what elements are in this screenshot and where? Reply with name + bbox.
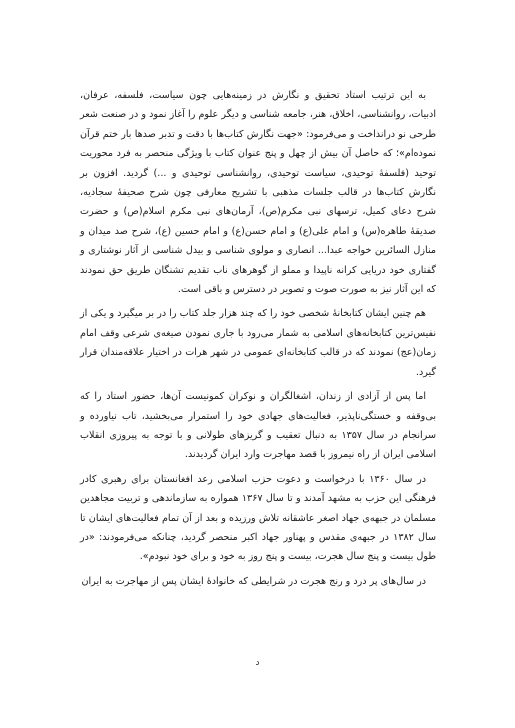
paragraph-3: اما پس از آزادی از زندان، اشغالگران و نوکران کمونیست آن‌ها، حضور استاد را که بی‌وقفه و خستگی‌ناپذیر، فعالیت‌های جهادی خود را استمرار می‌بخشید، تاب نیاورده و سرانجام در سال ۱۳۵۷ به دنبال تعقیب و گریزهای طولانی و با توجه به پیروزی انقلاب اسلامی ایران از راه نیمروز با قصد مهاجرت وارد ایران گردیدند. bbox=[80, 391, 436, 461]
paragraph-2: هم چنین ایشان کتابخانهٔ شخصی خود را که چند هزار جلد کتاب را در بر میگیرد و یکی از نفیس‌ترین کتابخانه‌های اسلامی به شمار می‌رود با جاری نمودن صیغه‌ی شرعی وقف امام زمان(عج) نمودند که در قالب کتابخانه‌ای عمومی در شهر هرات در اختیار علاقه‌مندان قرار گیرد. bbox=[80, 308, 436, 378]
page-number: د bbox=[255, 658, 260, 668]
paragraph-5: در سال‌های پر درد و رنج هجرت در شرایطی که خانوادهٔ ایشان پس از مهاجرت به ایران bbox=[81, 575, 426, 587]
body-text bbox=[80, 86, 436, 596]
paragraph-1: به این ترتیب استاد تحقیق و نگارش در زمینه‌هایی چون سیاست، فلسفه، عرفان، ادبیات، روانشناسی، اخلاق، هنر، جامعه شناسی و دیگر علوم را آغاز نمود و در صنعت شعر طرحی نو درانداخت و می‌فرمود: «جهت نگارش کتاب‌ها با دقت و تدبر صدها بار ختم قرآن نموده‌ام»؛ که حاصل آن بیش از چهل و پنج عنوان کتاب با ویژگی منحصر به فرد محوریت توحید (فلسفهٔ توحیدی، سیاست توحیدی، روانشناسی توحیدی و ...) گردید. افزون بر نگارش کتاب‌ها در قالب جلسات مذهبی با تشریح معارفی چون شرح صحیفهٔ سجادیه، شرح دعای کمیل، ترسهای نبی مکرم(ص)، آرمان‌های نبی مکرم اسلام(ص) و حضرت صدیقهٔ طاهره(س) و امام علی(ع) و امام حسن(ع) و امام حسین (ع)، شرح صد میدان و منازل السائرین خواجه عبدا... انصاری و مولوی شناسی و بیدل شناسی از آثار نوشتاری و گفتاری خود دریایی کرانه ناپیدا و مملو از گوهرهای ناب تقدیم تشنگان طریق حق نمودند که این آثار نیز به صورت صوت و تصویر در دسترس و باقی است. bbox=[80, 90, 436, 296]
paragraph-4: در سال ۱۳۶۰ با درخواست و دعوت حزب اسلامی رعد افغانستان برای رهبری کادر فرهنگی این حزب به مشهد آمدند و تا سال ۱۳۶۷ همواره به سازماندهی و تربیت مجاهدین مسلمان در جبهه‌ی جهاد اصغر عاشقانه تلاش ورزیده و بعد از آن تمام فعالیت‌های ایشان تا سال ۱۳۸۲ در جبهه‌ی مقدس و پهناور جهاد اکبر منحصر گردید، چنانکه می‌فرمودند: «در طول بیست و پنج سال هجرت، بیست و پنج روز به خود و برای خود نبودم». bbox=[80, 473, 436, 563]
